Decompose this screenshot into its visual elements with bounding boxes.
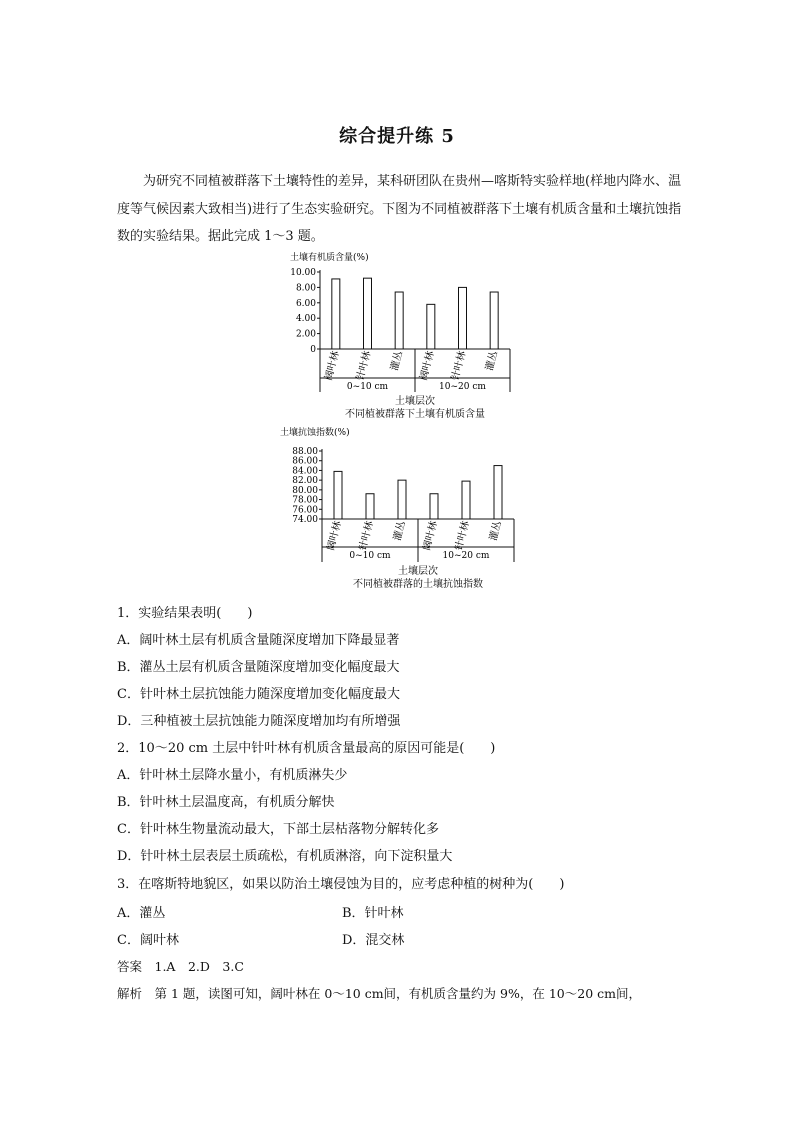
- group-label: 0~10 cm: [346, 382, 389, 392]
- bar: [395, 292, 403, 349]
- q3-stem: 3．在喀斯特地貌区，如果以防治土壤侵蚀为目的，应考虑种植的树种为( ): [117, 877, 565, 892]
- answer-line: 答案 1.A 2.D 3.C: [117, 959, 244, 974]
- bar: [430, 494, 438, 519]
- q3-option-c: C．阔叶林: [117, 933, 179, 948]
- y-tick-label: 8.00: [295, 283, 316, 294]
- q3-option-b: B．针叶林: [342, 906, 404, 921]
- category-label: 针叶林: [357, 519, 376, 552]
- organic-matter-chart: [280, 250, 520, 420]
- y-tick-label: 80.00: [292, 485, 318, 496]
- category-label: 针叶林: [355, 349, 374, 382]
- q2-option-d: D．针叶林土层表层土质疏松，有机质淋溶，向下淀积量大: [117, 849, 453, 864]
- y-tick-label: 0: [310, 345, 316, 355]
- q1-option-c: C．针叶林土层抗蚀能力随深度增加变化幅度最大: [117, 687, 400, 702]
- page-title: 综合提升练 5: [339, 126, 455, 147]
- q3-option-d: D．混交林: [342, 933, 405, 948]
- q2-option-c: C．针叶林生物量流动最大，下部土层枯落物分解转化多: [117, 822, 439, 837]
- category-label: 针叶林: [450, 349, 469, 382]
- x-axis-label: 土壤层次: [398, 566, 438, 577]
- category-label: 阔叶林: [418, 349, 437, 382]
- q2-stem: 2．10～20 cm 土层中针叶林有机质含量最高的原因可能是( ): [117, 741, 496, 756]
- erosion-index-chart: [270, 425, 530, 595]
- category-label: 灌丛: [392, 519, 408, 543]
- bar: [398, 480, 406, 519]
- category-label: 灌丛: [389, 349, 406, 373]
- bar: [462, 481, 470, 519]
- bar: [459, 287, 467, 349]
- y-tick-label: 2.00: [295, 329, 316, 340]
- q1-option-b: B．灌丛土层有机质含量随深度增加变化幅度最大: [117, 660, 400, 675]
- q1-stem: 1．实验结果表明( ): [117, 606, 253, 621]
- group-label: 0~10 cm: [349, 551, 391, 561]
- category-label: 灌丛: [488, 519, 504, 543]
- y-axis-label: 土壤抗蚀指数(%): [280, 428, 350, 438]
- y-tick-label: 88.00: [292, 447, 318, 457]
- bar: [490, 292, 498, 349]
- y-tick-label: 10.00: [290, 268, 316, 278]
- bar: [366, 494, 374, 519]
- category-label: 阔叶林: [325, 519, 344, 552]
- x-axis-label: 土壤层次: [395, 396, 435, 407]
- category-label: 阔叶林: [323, 349, 342, 382]
- analysis-line: 解析 第 1 题，读图可知，阔叶林在 0～10 cm间，有机质含量约为 9%，在 10～20 cm间，: [117, 986, 641, 1001]
- y-tick-label: 84.00: [292, 466, 318, 477]
- y-tick-label: 78.00: [292, 495, 318, 506]
- y-tick-label: 82.00: [292, 476, 318, 487]
- q3-option-a: A．灌丛: [117, 906, 166, 921]
- bar: [332, 279, 340, 349]
- chart-title: 不同植被群落的土壤抗蚀指数: [353, 579, 483, 590]
- y-tick-label: 76.00: [292, 505, 318, 516]
- y-axis-label: 土壤有机质含量(%): [290, 253, 369, 263]
- category-label: 阔叶林: [421, 519, 440, 552]
- bar: [364, 278, 372, 349]
- category-label: 针叶林: [453, 519, 472, 552]
- y-tick-label: 4.00: [295, 314, 316, 325]
- category-label: 灌丛: [484, 349, 501, 373]
- bar: [427, 304, 435, 349]
- y-tick-label: 74.00: [292, 515, 318, 525]
- group-label: 10~20 cm: [439, 382, 486, 392]
- y-tick-label: 6.00: [295, 298, 316, 309]
- q1-option-a: A．阔叶林土层有机质含量随深度增加下降最显著: [117, 633, 400, 648]
- intro-paragraph: 为研究不同植被群落下土壤特性的差异，某科研团队在贵州—喀斯特实验样地(样地内降水、温度等气候因素大致相当)进行了生态实验研究。下图为不同植被群落下土壤有机质含量和土壤抗蚀指数的实验结果。据此完成 1～3 题。: [117, 174, 682, 244]
- q2-option-b: B．针叶林土层温度高，有机质分解快: [117, 795, 335, 810]
- bar: [334, 471, 342, 519]
- group-label: 10~20 cm: [442, 551, 490, 561]
- q1-option-d: D．三种植被土层抗蚀能力随深度增加均有所增强: [117, 714, 401, 729]
- chart-title: 不同植被群落下土壤有机质含量: [345, 409, 485, 420]
- bar: [494, 466, 502, 519]
- q2-option-a: A．针叶林土层降水量小，有机质淋失少: [117, 768, 348, 783]
- y-tick-label: 86.00: [292, 456, 318, 467]
